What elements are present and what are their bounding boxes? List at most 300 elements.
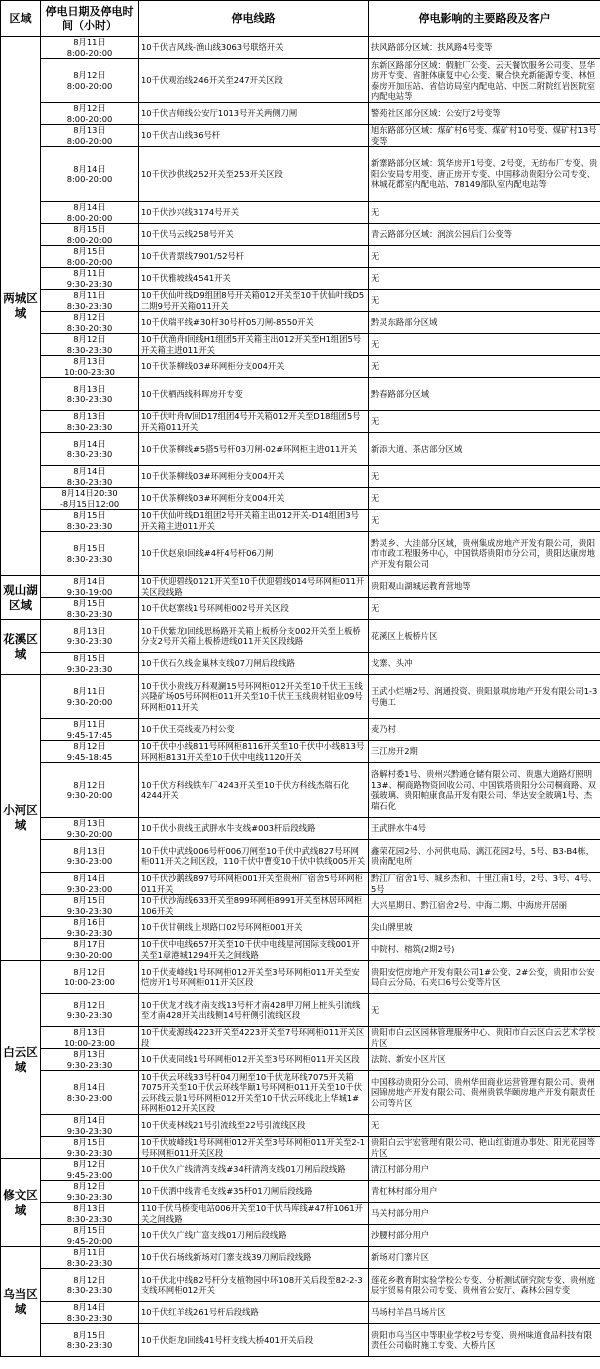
outage-date: 8月13日 xyxy=(73,125,106,135)
outage-date: 8月12日 xyxy=(73,103,106,113)
outage-date: 8月16日 xyxy=(73,917,106,927)
outage-time-cell xyxy=(41,532,139,576)
outage-time-cell xyxy=(41,334,139,356)
table-body xyxy=(1,37,600,1357)
outage-date: 8月13日 xyxy=(73,383,106,394)
outage-time-cell xyxy=(41,994,139,1027)
outage-date: 8月14日 xyxy=(73,1302,106,1312)
outage-date: 8月15日 xyxy=(73,224,106,234)
table-row xyxy=(1,103,600,125)
affected-area-cell: 中国移动贵阳分公司、贵州华田商业运营管理有限公司、贵州园锦房地产开发有限公司、贵州贵铁华颐房地产开发有限责任公司等片区 xyxy=(369,1071,600,1115)
table-row xyxy=(1,1203,600,1225)
outage-time-cell xyxy=(41,620,139,653)
outage-date: 8月12日 xyxy=(73,779,106,790)
outage-date: 8月15日 xyxy=(73,510,106,520)
district-cell xyxy=(1,1159,41,1247)
table-row xyxy=(1,1159,600,1181)
outage-time-cell xyxy=(41,510,139,532)
table-row xyxy=(1,873,600,895)
outage-hours: 9:45-23:00 xyxy=(66,1169,113,1180)
outage-time-cell xyxy=(41,125,139,147)
outage-line-cell: 10千伏瑞平线#30杆30号杆05刀闸-8550开关 xyxy=(139,312,369,334)
outage-time-cell xyxy=(41,103,139,125)
affected-area-cell: 旭东路部分区域：煤矿村6号变、煤矿村10号变、煤矿村13号变等 xyxy=(369,125,600,147)
outage-hours: 8:30-23:30 xyxy=(66,476,113,487)
affected-area-cell: 黔灵乡、大洼部分区域，贵州集成房地产开发有限公司，贵阳市市政工程服务中心，中国铁塔贵阳市分公司，贵阳达康房地产开发有限公司 xyxy=(369,532,600,576)
outage-hours: 8:00-20:00 xyxy=(66,113,113,124)
table-row xyxy=(1,411,600,433)
affected-area-cell: 无 xyxy=(369,202,600,224)
affected-area-cell: 戈寨、头冲 xyxy=(369,653,600,675)
district-cell xyxy=(1,675,41,961)
outage-date: 8月15日 xyxy=(73,653,106,663)
affected-area-cell: 贵阳市白云区园林管理服务中心、贵阳市白云区白云艺术学校片区 xyxy=(369,1027,600,1049)
outage-line-cell: 10千伏观治线246开关至247开关区段 xyxy=(139,59,369,103)
outage-line-cell: 10千伏中武线006号杆006刀闸至10千伏中武线827号环网柜011开关之间区段，110千伏中曹变10千伏中铁线005开关 xyxy=(139,840,369,873)
table-row xyxy=(1,598,600,620)
outage-line-cell: 10千伏吉山线36号杆 xyxy=(139,125,369,147)
outage-time-cell xyxy=(41,818,139,840)
outage-line-cell: 10千伏麦林线21号引流线至22号引流线区段 xyxy=(139,1115,369,1137)
outage-date: 8月15日 xyxy=(73,1329,106,1340)
district-name: 花溪区域 xyxy=(3,632,38,661)
outage-time-cell xyxy=(41,246,139,268)
outage-line-cell: 10千伏甘朝线上坝路口02号环网柜001开关 xyxy=(139,917,369,939)
affected-area-cell: 青云路部分区域：润滨公园后门公变等 xyxy=(369,224,600,246)
outage-hours: 8:30-23:30 xyxy=(66,1340,113,1350)
outage-hours: 8:30-23:30 xyxy=(66,1213,113,1224)
outage-date: 8月12日 xyxy=(73,999,106,1010)
affected-area-cell: 东新区路部分区域：假脏厂公变、云天餐饮服务公司变、昱华房开专变、省脏体康复中心公变、聚合快充新能源专变、林恒泰房开加压站、省信访局室内配电站、中医二附院红岩医院室内配电站等 xyxy=(369,59,600,103)
outage-time-cell xyxy=(41,1225,139,1247)
outage-time-cell xyxy=(41,719,139,741)
table-row xyxy=(1,1049,600,1071)
outage-time-cell xyxy=(41,290,139,312)
outage-hours: 9:30-23:30 xyxy=(66,1191,113,1202)
affected-area-cell: 扶风路部分区域：扶风路4号变等 xyxy=(369,37,600,59)
table-row xyxy=(1,994,600,1027)
table-row xyxy=(1,246,600,268)
header-district: 区域 xyxy=(1,1,41,37)
table-row xyxy=(1,125,600,147)
outage-line-cell: 10千伏王亮线麦乃村公变 xyxy=(139,719,369,741)
table-row xyxy=(1,1071,600,1115)
table-row xyxy=(1,741,600,763)
outage-date: 8月12日 xyxy=(73,70,106,80)
district-name: 两城区域 xyxy=(3,291,38,320)
outage-line-cell: 10千伏仙叶线D1组团2号开关箱主出012开关-D14组团3号开关箱主进011开关 xyxy=(139,510,369,532)
table-row xyxy=(1,488,600,510)
outage-hours: 9:30-23:30 xyxy=(66,278,113,289)
affected-area-cell: 无 xyxy=(369,1115,600,1137)
outage-hours: 8:00-20:00 xyxy=(66,256,113,267)
outage-line-cell: 10千伏云环线33号杆04刀闸至10千伏龙环线7075开关箱7075开关至10千伏云环线华颐1号环网柜011开关至10千伏云环线云景1号环网柜012开关至10千伏云环线北上华城1#环网柜012开关区段 xyxy=(139,1071,369,1115)
outage-hours: -8月15日12:00 xyxy=(59,498,120,509)
outage-hours: 8:00-20:00 xyxy=(66,212,113,223)
outage-line-cell: 10千伏仙叶线D9组团8号开关箱012开关至10千伏仙叶线D5二期9号开关箱011开关 xyxy=(139,290,369,312)
outage-date: 8月11日 xyxy=(73,686,106,696)
outage-hours: 9:45-17:45 xyxy=(66,729,113,740)
outage-time-cell xyxy=(41,312,139,334)
outage-date: 8月15日 xyxy=(73,1225,106,1235)
table-row xyxy=(1,147,600,202)
outage-hours: 8:30-23:00 xyxy=(66,1092,113,1103)
outage-hours: 9:30-23:00 xyxy=(66,856,113,866)
table-row xyxy=(1,59,600,103)
outage-hours: 9:30-23:30 xyxy=(66,1147,113,1158)
table-row xyxy=(1,1115,600,1137)
outage-hours: 9:30-20:00 xyxy=(66,696,113,707)
outage-date: 8月14日 xyxy=(73,873,106,883)
outage-line-cell: 10千伏中电线657开关至10千伏中电线星河国际支线001开关至1章港城1294开关之间线路 xyxy=(139,939,369,961)
outage-date: 8月14日 xyxy=(73,438,106,449)
outage-line-cell: 10千伏久广线清湾支线#34杆清湾支线01刀闸后段线路 xyxy=(139,1159,369,1181)
affected-area-cell: 麦乃村 xyxy=(369,719,600,741)
outage-hours: 9:30-19:00 xyxy=(66,586,113,597)
outage-time-cell xyxy=(41,1181,139,1203)
table-row xyxy=(1,37,600,59)
outage-line-cell: 10千伏石场线新场对门寨支线39刀闸后段线路 xyxy=(139,1247,369,1269)
outage-hours: 10:00-23:00 xyxy=(64,977,115,987)
outage-date: 8月14日 xyxy=(73,1115,106,1125)
outage-hours: 8:30-23:30 xyxy=(66,421,113,432)
affected-area-cell: 贵阳安恺房地产开发有限公司1#公变、2#公变，贵阳市公安局白云分局、石夹口6号公变等片区 xyxy=(369,961,600,994)
affected-area-cell: 黔灵东路部分区域 xyxy=(369,312,600,334)
outage-hours: 9:30-20:00 xyxy=(66,790,113,800)
outage-line-cell: 10千伏紫龙Ⅰ回线思杨路开关箱上板桥分支002开关至上板桥分支2号开关箱上板桥进线011开关区段线路 xyxy=(139,620,369,653)
table-row xyxy=(1,290,600,312)
outage-date: 8月13日 xyxy=(73,1027,106,1037)
outage-time-cell xyxy=(41,873,139,895)
outage-time-cell xyxy=(41,356,139,378)
table-row xyxy=(1,1137,600,1159)
outage-line-cell: 10千伏赵泉Ⅰ回线#4杆4号杆06刀闸 xyxy=(139,532,369,576)
outage-date: 8月15日 xyxy=(73,598,106,608)
table-row xyxy=(1,576,600,598)
outage-line-cell: 10千伏茶柳线03#环网柜分支004开关 xyxy=(139,466,369,488)
outage-line-cell: 10千伏吉师线公安厅1013号开关两侧刀闸 xyxy=(139,103,369,125)
outage-line-cell: 10千伏炬龙Ⅰ回线41号杆支线大桥401开关后段 xyxy=(139,1324,369,1357)
district-name: 白云区域 xyxy=(3,1044,38,1074)
outage-hours: 8:30-23:30 xyxy=(66,1257,113,1268)
header-line: 停电线路 xyxy=(139,1,369,37)
outage-line-cell: 10千伏石久线金巢林支线07刀闸后段线路 xyxy=(139,653,369,675)
table-row xyxy=(1,334,600,356)
outage-hours: 8:30-23:30 xyxy=(66,300,113,311)
outage-hours: 8:30-23:30 xyxy=(66,553,113,564)
district-name: 修文区域 xyxy=(3,1187,38,1217)
outage-line-cell: 10千伏麦峰线1号环网柜012开关至3号环网柜011开关至安恺房开1号环网柜011开关区段 xyxy=(139,961,369,994)
outage-date: 8月14日 xyxy=(73,576,106,586)
table-row xyxy=(1,1225,600,1247)
table-row xyxy=(1,268,600,290)
table-row xyxy=(1,1247,600,1269)
table-row xyxy=(1,1027,600,1049)
table-row xyxy=(1,917,600,939)
district-cell xyxy=(1,620,41,675)
outage-date: 8月13日 xyxy=(73,1203,106,1213)
outage-time-cell xyxy=(41,1071,139,1115)
affected-area-cell: 大兴星期日、黔江宿舍2号、中海二期、中海房开居丽 xyxy=(369,895,600,917)
district-cell xyxy=(1,961,41,1159)
outage-date: 8月15日 xyxy=(73,246,106,256)
outage-hours: 8:00-20:00 xyxy=(66,234,113,245)
table-row xyxy=(1,433,600,466)
affected-area-cell: 马关村部分用户 xyxy=(369,1203,600,1225)
outage-time-cell xyxy=(41,1049,139,1071)
district-name: 观山湖区域 xyxy=(3,582,38,612)
affected-area-cell: 无 xyxy=(369,488,600,510)
outage-time-cell xyxy=(41,1159,139,1181)
table-row xyxy=(1,1269,600,1302)
affected-area-cell: 无 xyxy=(369,290,600,312)
outage-time-cell xyxy=(41,268,139,290)
outage-time-cell xyxy=(41,840,139,873)
affected-area-cell: 黔江厂宿舍1号、城乡杰和、十里江南1号，2号、3号、4号、5号 xyxy=(369,873,600,895)
outage-date: 8月12日 xyxy=(73,741,106,751)
outage-time-cell xyxy=(41,378,139,411)
outage-line-cell: 10千伏沙鹅线897号环网柜001开关至贵州厂宿舍5号环网柜011开关 xyxy=(139,873,369,895)
table-row xyxy=(1,202,600,224)
outage-line-cell: 10千伏赵寨线1号环网柜002号开关区段 xyxy=(139,598,369,620)
outage-hours: 8:30-23:30 xyxy=(66,608,113,619)
outage-date: 8月11日 xyxy=(73,268,106,278)
affected-area-cell: 鑫荣花园2号、小河供电局、漓江花园2号，5号、B3-B4栋，贵南配电所 xyxy=(369,840,600,873)
outage-date: 8月11日 xyxy=(73,37,106,47)
outage-date: 8月12日 xyxy=(73,966,106,977)
outage-line-cell: 10千伏叶舟Ⅳ回D17组团4号开关箱012开关至D18组团5号开关箱011开关 xyxy=(139,411,369,433)
outage-time-cell xyxy=(41,741,139,763)
outage-line-cell: 10千伏栖西线科晖房开专变 xyxy=(139,378,369,411)
affected-area-cell: 新添大道、茶店部分区域 xyxy=(369,433,600,466)
outage-line-cell: 10千伏洒中线青毛支线#35杆01刀闸后段线路 xyxy=(139,1181,369,1203)
table-row xyxy=(1,532,600,576)
outage-hours: 9:30-23:30 xyxy=(66,1125,113,1136)
outage-time-cell xyxy=(41,961,139,994)
outage-hours: 9:30-23:30 xyxy=(66,1010,113,1020)
affected-area-cell: 王武胖水牛4号 xyxy=(369,818,600,840)
table-row xyxy=(1,961,600,994)
outage-date: 8月14日 xyxy=(73,163,106,174)
outage-time-cell xyxy=(41,224,139,246)
outage-date: 8月12日 xyxy=(73,334,106,344)
affected-area-cell: 贵阳市乌当区中等职业学校2号专变、贵州味道食品科技有限责任公司临时施工专变、大桥片区 xyxy=(369,1324,600,1357)
outage-time-cell xyxy=(41,1269,139,1302)
outage-line-cell: 10千伏沙海线633开关至899环网柜8991开关至林居环网柜106开关 xyxy=(139,895,369,917)
outage-hours: 9:30-20:00 xyxy=(66,949,113,960)
outage-line-cell: 10千伏渔舟Ⅰ回线H1组团5开关箱主出012开关至H1组团5号开关箱主进011开关 xyxy=(139,334,369,356)
outage-hours: 8:30-23:30 xyxy=(66,520,113,531)
affected-area-cell: 莲花乡教育附实验学校公专变、分析测试研究院专变、贵州庭辰宇贸易有限公司专变、贵州省公安厅、森林公园专变 xyxy=(369,1269,600,1302)
outage-date: 8月11日 xyxy=(73,719,106,729)
table-row xyxy=(1,653,600,675)
outage-time-cell xyxy=(41,763,139,818)
outage-hours: 8:00-20:00 xyxy=(66,135,113,146)
outage-time-cell xyxy=(41,1137,139,1159)
outage-time-cell xyxy=(41,488,139,510)
outage-time-cell xyxy=(41,1324,139,1357)
outage-date: 8月15日 xyxy=(73,895,106,905)
affected-area-cell: 新场对门寨片区 xyxy=(369,1247,600,1269)
affected-area-cell: 三江房开2期 xyxy=(369,741,600,763)
affected-area-cell: 黔春路部分区域 xyxy=(369,378,600,411)
table-row xyxy=(1,675,600,719)
outage-time-cell xyxy=(41,939,139,961)
table-row xyxy=(1,356,600,378)
outage-hours: 9:45-20:00 xyxy=(66,1235,113,1246)
outage-hours: 8:30-23:30 xyxy=(66,394,113,404)
outage-line-cell: 10千伏坡峰线1号环网柜012开关至3号环网柜011开关至2-1号环网柜011开关区段 xyxy=(139,1137,369,1159)
table-row xyxy=(1,620,600,653)
affected-area-cell: 法院、新安小区片区 xyxy=(369,1049,600,1071)
outage-date: 8月13日 xyxy=(73,845,106,856)
outage-line-cell: 10千伏北中线82号杆分支植物园中环108开关后段至82-2-3支线环网柜012开关 xyxy=(139,1269,369,1302)
affected-area-cell: 警苑社区部分区域：公安厅2号变等 xyxy=(369,103,600,125)
outage-line-cell: 10千伏红羊线261号杆后段线路 xyxy=(139,1302,369,1324)
outage-time-cell xyxy=(41,37,139,59)
table-row xyxy=(1,1302,600,1324)
outage-date: 8月14日20:30 xyxy=(61,488,118,498)
table-row xyxy=(1,939,600,961)
outage-time-cell xyxy=(41,433,139,466)
outage-date: 8月12日 xyxy=(73,1159,106,1169)
outage-time-cell xyxy=(41,411,139,433)
outage-line-cell: 10千伏久广线广富支线01刀闸后段线路 xyxy=(139,1225,369,1247)
table-row xyxy=(1,224,600,246)
outage-date: 8月13日 xyxy=(73,625,106,636)
outage-date: 8月14日 xyxy=(73,1082,106,1092)
outage-line-cell: 10千伏茶柳线#5搭5号杆03刀闸-02#环网柜主进011开关 xyxy=(139,433,369,466)
outage-time-cell xyxy=(41,653,139,675)
outage-time-cell xyxy=(41,1027,139,1049)
affected-area-cell: 无 xyxy=(369,510,600,532)
outage-line-cell: 10千伏小贵线万科观澜15号环网柜012开关至10千伏王玉线兴隆矿场05号环网柜011开关至10千伏王玉线贵材铝业09号环网柜011开关 xyxy=(139,675,369,719)
outage-date: 8月11日 xyxy=(73,1247,106,1257)
table-row xyxy=(1,466,600,488)
outage-hours: 8:00-20:00 xyxy=(66,47,113,58)
outage-hours: 8:30-23:30 xyxy=(66,449,113,459)
outage-line-cell: 10千伏茶柳线03#环网柜分支004开关 xyxy=(139,356,369,378)
outage-line-cell: 10千伏吉风线-渔山线3063号联络开关 xyxy=(139,37,369,59)
header-row xyxy=(1,1,600,37)
affected-area-cell: 无 xyxy=(369,356,600,378)
table-row xyxy=(1,895,600,917)
affected-area-cell: 花溪区上板桥片区 xyxy=(369,620,600,653)
affected-area-cell: 马场村羊昌马场片区 xyxy=(369,1302,600,1324)
affected-area-cell: 王武小烂塘2号、润通投资、贵阳景琪房地产开发有限公司1-3号施工 xyxy=(369,675,600,719)
header-time: 停电日期及停电时间（小时） xyxy=(41,1,139,37)
district-cell xyxy=(1,1247,41,1357)
outage-date: 8月12日 xyxy=(73,1274,106,1285)
district-name: 乌当区域 xyxy=(3,1286,38,1316)
affected-area-cell: 贵阳观山湖城运教育营地等 xyxy=(369,576,600,598)
outage-time-cell xyxy=(41,675,139,719)
table-row xyxy=(1,763,600,818)
outage-date: 8月13日 xyxy=(73,1049,106,1059)
header-area: 停电影响的主要路段及客户 xyxy=(369,1,600,37)
outage-time-cell xyxy=(41,1203,139,1225)
affected-area-cell: 尖山牌里坡 xyxy=(369,917,600,939)
outage-time-cell xyxy=(41,1247,139,1269)
district-cell xyxy=(1,576,41,620)
outage-date: 8月12日 xyxy=(73,312,106,322)
outage-line-cell: 10千伏方科线铁车厂4243开关至10千伏方科线杰瑞石化4244开关 xyxy=(139,763,369,818)
outage-time-cell xyxy=(41,202,139,224)
outage-line-cell: 10千伏迎碧线0121开关至10千伏迎碧线014号环网柜011开关区段线路 xyxy=(139,576,369,598)
outage-line-cell: 10千伏沙兴线3174号开关 xyxy=(139,202,369,224)
table-row xyxy=(1,378,600,411)
outage-time-cell xyxy=(41,576,139,598)
outage-date: 8月15日 xyxy=(73,1137,106,1147)
table-row xyxy=(1,510,600,532)
outage-hours: 9:30-23:00 xyxy=(66,883,113,894)
affected-area-cell: 无 xyxy=(369,268,600,290)
affected-area-cell: 新寨路部分区域：筑华房开1号变、2号变，无纺布厂专变、贵阳公安局专用变、唐正房开专变、中国移动贵阳分公司专变、林城花都室内配电站、78149部队室内配电站等 xyxy=(369,147,600,202)
outage-time-cell xyxy=(41,1115,139,1137)
affected-area-cell: 无 xyxy=(369,411,600,433)
outage-hours: 9:30-23:30 xyxy=(66,1059,113,1070)
outage-date: 8月14日 xyxy=(73,466,106,476)
affected-area-cell: 贵阳白云宇宏管理有限公司、艳山红街道办事处、阳光花园等片区 xyxy=(369,1137,600,1159)
outage-hours: 9:30-23:30 xyxy=(66,905,113,916)
outage-date: 8月14日 xyxy=(73,202,106,212)
outage-line-cell: 10千伏雅坡线4541开关 xyxy=(139,268,369,290)
outage-line-cell: 110千伏马桥变电站006开关至10千伏马库线#47杆1061开关之间线路 xyxy=(139,1203,369,1225)
table-row xyxy=(1,1324,600,1357)
outage-line-cell: 10千伏麦同线1号环网柜012开关至3号环网柜011开关区段 xyxy=(139,1049,369,1071)
outage-hours: 8:30-23:30 xyxy=(66,344,113,355)
affected-area-cell: 中院村、榕筑(2期2号) xyxy=(369,939,600,961)
table-row xyxy=(1,312,600,334)
outage-line-cell: 10千伏龙才线才南支线13号杆才南428甲刀闸上桩头引流线至才南428开关出线侧14号杆侧引流线区段 xyxy=(139,994,369,1027)
outage-time-cell xyxy=(41,466,139,488)
table-row xyxy=(1,818,600,840)
outage-date: 8月13日 xyxy=(73,356,106,366)
outage-date: 8月11日 xyxy=(73,290,106,300)
affected-area-cell: 沙腰村部分用户 xyxy=(369,1225,600,1247)
outage-hours: 9:45-18:45 xyxy=(66,751,113,762)
outage-hours: 10:00-23:00 xyxy=(64,1037,115,1048)
outage-hours: 8:00-20:00 xyxy=(66,174,113,184)
outage-hours: 8:30-23:30 xyxy=(66,1285,113,1295)
outage-hours: 9:30-20:00 xyxy=(66,828,113,839)
district-name: 小河区域 xyxy=(3,802,38,832)
outage-line-cell: 10千伏中小线811号环网柜8116开关至10千伏中小线813号环网柜8131开关至10千伏中电线1120开关 xyxy=(139,741,369,763)
outage-line-cell: 10千伏麦源线4223开关至4223开关至7号环网柜011开关区段 xyxy=(139,1027,369,1049)
outage-date: 8月17日 xyxy=(73,939,106,949)
outage-date: 8月13日 xyxy=(73,411,106,421)
outage-time-cell xyxy=(41,895,139,917)
affected-area-cell: 无 xyxy=(369,334,600,356)
outage-hours: 8:00-20:00 xyxy=(66,80,113,91)
outage-hours: 10:00-23:30 xyxy=(64,366,115,377)
outage-date: 8月13日 xyxy=(73,818,106,828)
district-cell xyxy=(1,37,41,576)
outage-line-cell: 10千伏青票线7901/52号杆 xyxy=(139,246,369,268)
outage-line-cell: 10千伏茶柳线03#环网柜分支004开关 xyxy=(139,488,369,510)
table-row xyxy=(1,1181,600,1203)
outage-time-cell xyxy=(41,147,139,202)
table-row xyxy=(1,719,600,741)
outage-line-cell: 10千伏沙供线252开关至253开关区段 xyxy=(139,147,369,202)
outage-hours: 9:30-23:30 xyxy=(66,636,113,646)
affected-area-cell: 无 xyxy=(369,994,600,1027)
outage-hours: 9:30-23:30 xyxy=(66,927,113,938)
outage-line-cell: 10千伏马云线258号开关 xyxy=(139,224,369,246)
outage-hours: 9:30-23:30 xyxy=(66,663,113,674)
affected-area-cell: 清江村部分用户 xyxy=(369,1159,600,1181)
outage-time-cell xyxy=(41,917,139,939)
